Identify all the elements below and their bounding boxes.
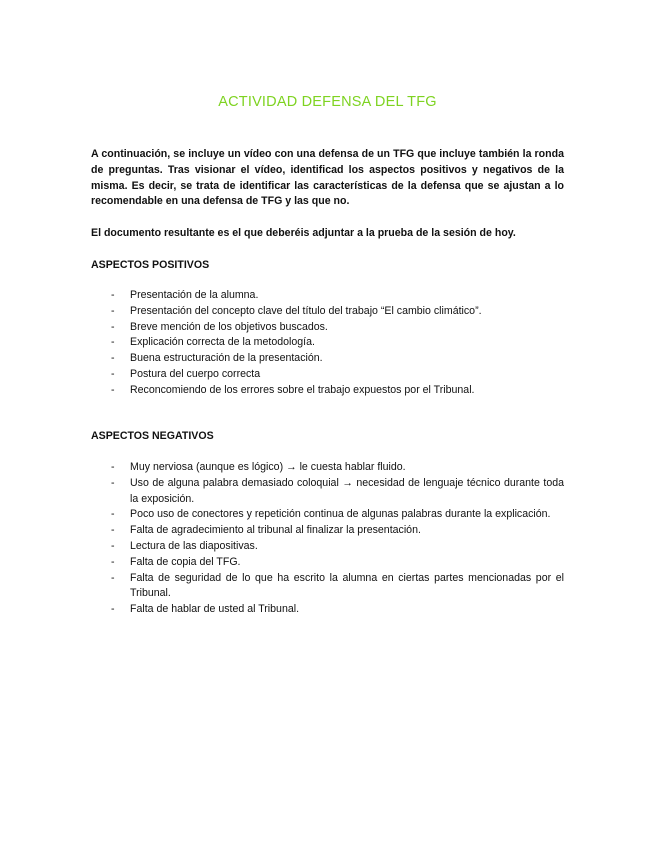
list-item bbox=[91, 539, 564, 555]
list-item-text: Uso de alguna palabra demasiado coloquial → necesidad de lenguaje técnico durante toda la exposición. bbox=[130, 476, 564, 505]
list-item-text: Falta de seguridad de lo que ha escrito la alumna en ciertas partes mencionadas por el Tribunal. bbox=[130, 571, 564, 600]
bullet-dash: - bbox=[111, 336, 115, 349]
bullet-dash: - bbox=[111, 383, 115, 396]
list-item-text: Muy nerviosa (aunque es lógico) → le cuesta hablar fluido. bbox=[130, 461, 406, 473]
list-item bbox=[91, 555, 564, 571]
list-item-text: Poco uso de conectores y repetición continua de algunas palabras durante la explicación. bbox=[130, 508, 551, 521]
list-item-text: Presentación del concepto clave del título del trabajo “El cambio climático”. bbox=[130, 304, 482, 317]
list-item-text: Breve mención de los objetivos buscados. bbox=[130, 320, 328, 333]
negative-aspects-heading: ASPECTOS NEGATIVOS bbox=[91, 430, 214, 442]
list-item bbox=[91, 602, 564, 618]
list-item bbox=[91, 571, 564, 603]
list-item-text: Presentación de la alumna. bbox=[130, 289, 259, 301]
positive-aspects-heading: ASPECTOS POSITIVOS bbox=[91, 259, 210, 271]
bullet-dash: - bbox=[111, 367, 115, 380]
list-item bbox=[91, 351, 564, 367]
bullet-dash: - bbox=[111, 603, 115, 616]
list-item bbox=[91, 507, 564, 523]
list-item-text: Buena estructuración de la presentación. bbox=[130, 352, 323, 365]
bullet-dash: - bbox=[111, 555, 115, 568]
bullet-dash: - bbox=[111, 539, 115, 552]
list-item bbox=[91, 367, 564, 383]
list-item bbox=[91, 304, 564, 320]
bullet-dash: - bbox=[111, 524, 115, 537]
negative-aspects-list bbox=[91, 460, 564, 618]
list-item-text: Falta de hablar de usted al Tribunal. bbox=[130, 603, 300, 616]
document-title: ACTIVIDAD DEFENSA DEL TFG bbox=[218, 94, 437, 110]
list-item bbox=[91, 476, 564, 508]
list-item bbox=[91, 523, 564, 539]
list-item-text: Falta de agradecimiento al tribunal al finalizar la presentación. bbox=[130, 524, 421, 537]
bullet-dash: - bbox=[111, 320, 115, 333]
bullet-dash: - bbox=[111, 289, 115, 301]
list-item bbox=[91, 383, 564, 399]
list-item bbox=[91, 335, 564, 351]
list-item-text: Postura del cuerpo correcta bbox=[130, 367, 261, 380]
bullet-dash: - bbox=[111, 304, 115, 317]
submission-note: El documento resultante es el que deberéis adjuntar a la prueba de la sesión de hoy. bbox=[91, 227, 516, 239]
bullet-dash: - bbox=[111, 571, 115, 584]
list-item bbox=[91, 320, 564, 336]
bullet-dash: - bbox=[111, 476, 115, 489]
list-item bbox=[91, 460, 564, 476]
list-item bbox=[91, 288, 564, 304]
positive-aspects-list bbox=[91, 288, 564, 399]
list-item-text: Lectura de las diapositivas. bbox=[130, 539, 258, 552]
bullet-dash: - bbox=[111, 508, 115, 521]
list-item-text: Falta de copia del TFG. bbox=[130, 555, 241, 568]
bullet-dash: - bbox=[111, 461, 115, 473]
bullet-dash: - bbox=[111, 352, 115, 365]
list-item-text: Explicación correcta de la metodología. bbox=[130, 336, 315, 349]
list-item-text: Reconcomiendo de los errores sobre el trabajo expuestos por el Tribunal. bbox=[130, 383, 475, 396]
intro-paragraph: A continuación, se incluye un vídeo con una defensa de un TFG que incluye también la ronda de preguntas. Tras visionar el vídeo, identificad los aspectos positivos y negativos de la misma. Es decir, se trata de identificar las características de la defensa que se ajustan a lo recomendable en una defensa de TFG y las que no. bbox=[91, 148, 564, 208]
